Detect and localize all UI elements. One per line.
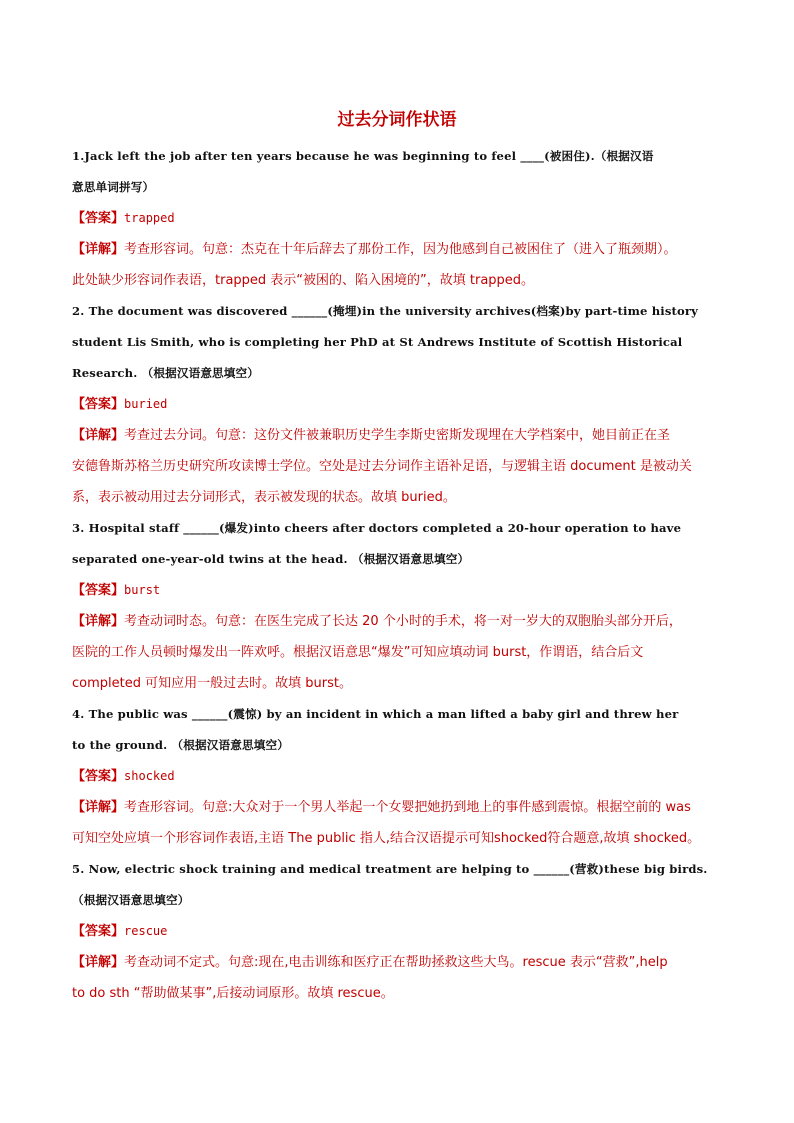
detail-text: 可知空处应填一个形容词作表语,主语 The public 指人,结合汉语提示可知shocked符合题意,故填 shocked。 (72, 831, 701, 846)
answer-label: 【答案】 (72, 397, 125, 412)
detail-line (72, 947, 732, 978)
detail-label: 【详解】 (72, 428, 125, 443)
answer-line (72, 575, 732, 606)
detail-label: 【详解】 (72, 800, 125, 815)
question-text: 3. Hospital staff ______(爆发)into cheers after doctors completed a 20-hour operation to have (72, 521, 682, 535)
detail-text: 考查过去分词。句意：这份文件被兼职历史学生李斯史密斯发现埋在大学档案中，她目前正在圣 (124, 428, 671, 443)
exercise-item (72, 141, 732, 296)
answer-label: 【答案】 (72, 211, 125, 226)
detail-text: completed 可知应用一般过去时。故填 burst。 (72, 676, 352, 691)
detail-text: 医院的工作人员顿时爆发出一阵欢呼。根据汉语意思“爆发”可知应填动词 burst，作谓语，结合后文 (72, 645, 644, 660)
detail-line (72, 265, 732, 296)
detail-line (72, 482, 732, 513)
detail-text: to do sth “帮助做某事”,后接动词原形。故填 rescue。 (72, 986, 394, 1001)
question-text: to the ground. （根据汉语意思填空） (72, 738, 289, 752)
exercise-item (72, 296, 732, 513)
detail-line (72, 606, 732, 637)
detail-line (72, 637, 732, 668)
detail-text: 考查动词不定式。句意:现在,电击训练和医疗正在帮助拯救这些大鸟。rescue 表示“营救”,help (124, 955, 668, 970)
detail-line (72, 792, 732, 823)
answer-label: 【答案】 (72, 583, 125, 598)
detail-text: 考查动词时态。句意：在医生完成了长达 20 个小时的手术，将一对一岁大的双胞胎头部分开后， (124, 614, 682, 629)
question-text: separated one-year-old twins at the head. （根据汉语意思填空） (72, 552, 470, 566)
detail-line (72, 978, 732, 1009)
answer-value: burst (124, 583, 161, 597)
answer-value: trapped (124, 211, 175, 225)
page-title: 过去分词作状语 (337, 110, 457, 130)
detail-line (72, 420, 732, 451)
detail-text: 考查形容词。句意：杰克在十年后辞去了那份工作，因为他感到自己被困住了（进入了瓶颈期）。 (124, 242, 677, 257)
detail-text: 考查形容词。句意:大众对于一个男人举起一个女婴把她扔到地上的事件感到震惊。根据空前的 was (124, 800, 691, 815)
question-text: Research. （根据汉语意思填空） (72, 366, 260, 380)
answer-value: shocked (124, 769, 175, 783)
answer-value: rescue (124, 924, 168, 938)
answer-label: 【答案】 (72, 924, 125, 939)
exercise-item (72, 699, 732, 854)
exercise-list (72, 141, 732, 1009)
exercise-item (72, 854, 732, 1009)
detail-text: 安德鲁斯苏格兰历史研究所攻读博士学位。空处是过去分词作主语补足语，与逻辑主语 document 是被动关 (72, 459, 692, 474)
exercise-item (72, 513, 732, 699)
question-text: 4. The public was ______(震惊) by an incident in which a man lifted a baby girl and threw her (72, 707, 679, 721)
detail-line (72, 451, 732, 482)
detail-text: 此处缺少形容词作表语，trapped 表示“被困的、陷入困境的”，故填 trapped。 (72, 273, 535, 288)
detail-label: 【详解】 (72, 242, 125, 257)
answer-line (72, 389, 732, 420)
answer-line (72, 761, 732, 792)
question-text: student Lis Smith, who is completing her PhD at St Andrews Institute of Scottish Historical (72, 335, 683, 349)
answer-line (72, 916, 732, 947)
question-text: 1.Jack left the job after ten years because he was beginning to feel ____(被困住).（根据汉语 (72, 149, 654, 163)
detail-line (72, 234, 732, 265)
detail-label: 【详解】 (72, 614, 125, 629)
question-text: 2. The document was discovered ______(掩埋)in the university archives(档案)by part-time history (72, 304, 699, 318)
answer-line (72, 203, 732, 234)
question-text: 5. Now, electric shock training and medical treatment are helping to ______(营救)these big birds. (72, 862, 708, 876)
question-text: 意思单词拼写） (72, 180, 155, 194)
answer-value: buried (124, 397, 168, 411)
question-text: （根据汉语意思填空） (72, 893, 190, 907)
detail-line (72, 823, 732, 854)
detail-text: 系，表示被动用过去分词形式，表示被发现的状态。故填 buried。 (72, 490, 456, 505)
answer-label: 【答案】 (72, 769, 125, 784)
detail-line (72, 668, 732, 699)
detail-label: 【详解】 (72, 955, 125, 970)
